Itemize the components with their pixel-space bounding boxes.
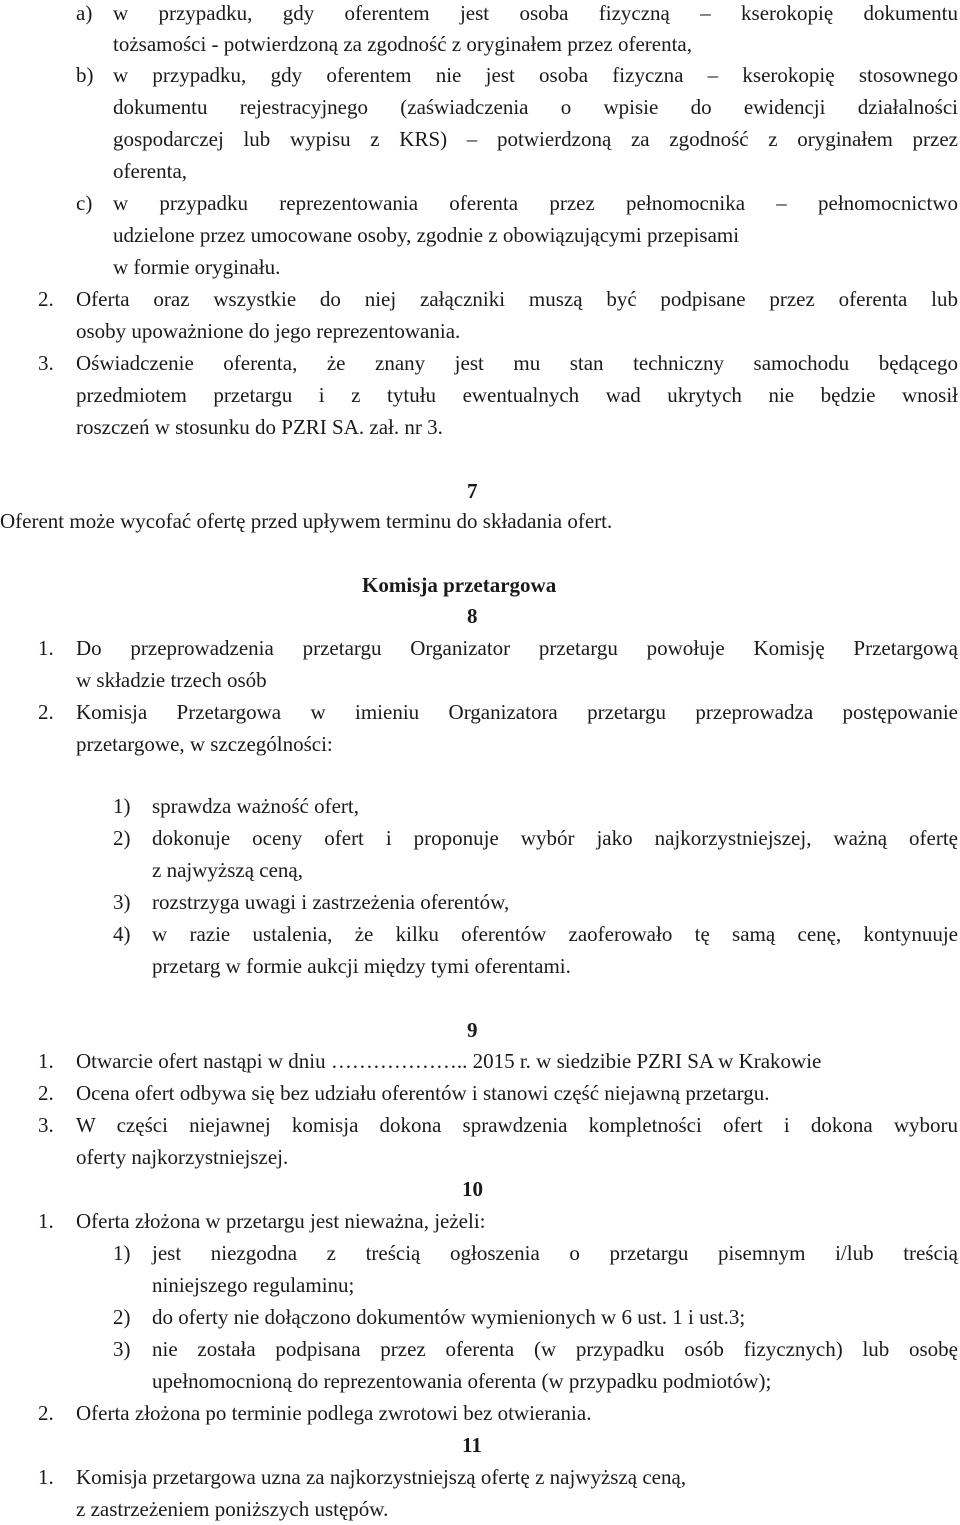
section-11-paragraph-1-number: 1.: [38, 1465, 54, 1489]
section-8-paragraph-1-line-1: [0, 632, 960, 664]
section-11-paragraph-1-line-2: [0, 1493, 960, 1525]
list-item-text: w razie ustalenia, że kilku oferentów zaoferowało tę samą cenę, kontynuuje: [152, 922, 958, 946]
section-10-paragraph-1-number: 1.: [38, 1209, 54, 1233]
section-8-list-item-2-cont: [0, 854, 960, 886]
paragraph-2-line-1: [0, 283, 960, 315]
section-10-paragraph-2-text: Oferta złożona po terminie podlega zwrotowi bez otwierania.: [76, 1401, 592, 1425]
section-11-paragraph-1-line-1: [0, 1461, 960, 1493]
list-item-text: rozstrzyga uwagi i zastrzeżenia oferentów,: [152, 890, 510, 914]
section-11-paragraph-1-text: Komisja przetargowa uzna za najkorzystniejszą ofertę z najwyższą ceną,: [76, 1465, 687, 1489]
list-item-number: 4): [113, 922, 131, 946]
paragraph-3-number: 3.: [38, 351, 54, 375]
section-10-list-item-1: [0, 1237, 960, 1269]
paragraph-2-number: 2.: [38, 287, 54, 311]
item-c-label: c): [76, 191, 93, 215]
section-11-paragraph-1-text-cont: z zastrzeżeniem poniższych ustępów.: [76, 1497, 389, 1521]
list-item-number: 3): [113, 1337, 131, 1361]
list-item-text-cont: przetarg w formie aukcji między tymi oferentami.: [152, 954, 571, 978]
section-8-list-item-2: [0, 822, 960, 854]
item-b-line-4: [0, 155, 960, 187]
section-9-paragraph-2-number: 2.: [38, 1081, 54, 1105]
item-b-line-3: [0, 123, 960, 155]
item-b-text: w przypadku, gdy oferentem nie jest osoba fizyczna – kserokopię stosownego: [113, 63, 958, 87]
paragraph-3-text: Oświadczenie oferenta, że znany jest mu stan techniczny samochodu będącego: [76, 351, 958, 375]
section-8-list-item-3: [0, 886, 960, 918]
section-8-paragraph-2-number: 2.: [38, 700, 54, 724]
paragraph-3-line-1: [0, 347, 960, 379]
section-10-list-item-2: [0, 1301, 960, 1333]
list-item-text: nie została podpisana przez oferenta (w przypadku osób fizycznych) lub osobę: [152, 1337, 958, 1361]
list-item-number: 1): [113, 794, 131, 818]
list-item-text-cont: z najwyższą ceną,: [152, 858, 303, 882]
section-10-list-item-1-cont: [0, 1269, 960, 1301]
list-item-text: do oferty nie dołączono dokumentów wymienionych w 6 ust. 1 i ust.3;: [152, 1305, 746, 1329]
item-a-line-2: [0, 28, 960, 60]
section-8-paragraph-1-line-2: [0, 664, 960, 696]
section-7-text: Oferent może wycofać ofertę przed upływem terminu do składania ofert.: [0, 509, 613, 533]
section-8-paragraph-2-text-cont: przetargowe, w szczególności:: [76, 732, 333, 756]
section-9-paragraph-2-text: Ocena ofert odbywa się bez udziału oferentów i stanowi część niejawną przetargu.: [76, 1081, 770, 1105]
paragraph-2-text: Oferta oraz wszystkie do niej załączniki muszą być podpisane przez oferenta lub: [76, 287, 958, 311]
section-9-heading-line: [0, 1014, 960, 1046]
list-item-number: 3): [113, 890, 131, 914]
item-b-label: b): [76, 63, 94, 87]
item-b-text-cont: gospodarczej lub wypisu z KRS) – potwierdzoną za zgodność z oryginałem przez: [113, 127, 958, 151]
item-a-text: w przypadku, gdy oferentem jest osoba fizyczną – kserokopię dokumentu: [113, 1, 958, 25]
section-9-paragraph-3-line-2: [0, 1141, 960, 1173]
item-c-text-cont: w formie oryginału.: [113, 255, 281, 279]
section-10-paragraph-1-text: Oferta złożona w przetargu jest nieważna, jeżeli:: [76, 1209, 486, 1233]
list-item-number: 2): [113, 1305, 131, 1329]
item-c-text: w przypadku reprezentowania oferenta przez pełnomocnika – pełnomocnictwo: [113, 191, 958, 215]
list-item-text: dokonuje oceny ofert i proponuje wybór jako najkorzystniejszej, ważną ofertę: [152, 826, 958, 850]
section-8-list-item-1: [0, 790, 960, 822]
commission-heading-line: [0, 569, 960, 601]
item-c-line-3: [0, 251, 960, 283]
list-item-text: jest niezgodna z treścią ogłoszenia o przetargu pisemnym i/lub treścią: [152, 1241, 958, 1265]
section-7-heading-line: [0, 475, 960, 507]
section-9-paragraph-1-number: 1.: [38, 1049, 54, 1073]
paragraph-2-line-2: [0, 315, 960, 347]
item-a-line-1: [0, 0, 960, 29]
list-item-number: 1): [113, 1241, 131, 1265]
paragraph-3-text-cont: roszczeń w stosunku do PZRI SA. zał. nr 3.: [76, 415, 443, 439]
section-8-heading-line: [0, 600, 960, 632]
section-9-paragraph-3-text: W części niejawnej komisja dokona sprawdzenia kompletności ofert i dokona wyboru: [76, 1113, 958, 1137]
paragraph-3-line-3: [0, 411, 960, 443]
section-8-paragraph-2-line-2: [0, 728, 960, 760]
section-8-paragraph-1-number: 1.: [38, 636, 54, 660]
list-item-number: 2): [113, 826, 131, 850]
item-b-line-2: [0, 91, 960, 123]
section-9-paragraph-3-number: 3.: [38, 1113, 54, 1137]
section-8-paragraph-2-text: Komisja Przetargowa w imieniu Organizatora przetargu przeprowadza postępowanie: [76, 700, 958, 724]
section-9-paragraph-2: [0, 1077, 960, 1109]
section-7-heading: 7: [467, 479, 478, 503]
section-9-paragraph-1: [0, 1045, 960, 1077]
section-8-heading: 8: [467, 604, 478, 628]
section-8-list-item-4-cont: [0, 950, 960, 982]
section-10-paragraph-2-number: 2.: [38, 1401, 54, 1425]
section-10-paragraph-2: [0, 1397, 960, 1429]
item-a-text-cont: tożsamości - potwierdzoną za zgodność z oryginałem przez oferenta,: [113, 32, 692, 56]
list-item-text-cont: niniejszego regulaminu;: [152, 1273, 355, 1297]
section-10-list-item-3: [0, 1333, 960, 1365]
item-a-label: a): [76, 1, 93, 25]
section-10-paragraph-1: [0, 1205, 960, 1237]
section-9-paragraph-3-line-1: [0, 1109, 960, 1141]
item-b-text-cont: oferenta,: [113, 159, 188, 183]
item-c-text-cont: udzielone przez umocowane osoby, zgodnie z obowiązującymi przepisami: [113, 223, 740, 247]
section-9-heading: 9: [467, 1018, 478, 1042]
section-10-list-item-3-cont: [0, 1365, 960, 1397]
section-11-heading-line: [0, 1429, 960, 1461]
section-8-paragraph-1-text: Do przeprowadzenia przetargu Organizator przetargu powołuje Komisję Przetargową: [76, 636, 958, 660]
section-9-paragraph-3-text-cont: oferty najkorzystniejszej.: [76, 1145, 289, 1169]
item-c-line-1: [0, 187, 960, 219]
section-8-list-item-4: [0, 918, 960, 950]
paragraph-3-text-cont: przedmiotem przetargu i z tytułu ewentualnych wad ukrytych nie będzie wnosił: [76, 383, 958, 407]
commission-heading: Komisja przetargowa: [362, 573, 557, 597]
section-9-paragraph-1-text: Otwarcie ofert nastąpi w dniu ……………….. 2015 r. w siedzibie PZRI SA w Krakowie: [76, 1049, 822, 1073]
section-8-paragraph-1-text-cont: w składzie trzech osób: [76, 668, 267, 692]
list-item-text-cont: upełnomocnioną do reprezentowania oferenta (w przypadku podmiotów);: [152, 1369, 772, 1393]
section-7-text-line: [0, 505, 960, 537]
section-11-heading: 11: [462, 1433, 482, 1457]
item-c-line-2: [0, 219, 960, 251]
section-10-heading-line: [0, 1173, 960, 1205]
list-item-text: sprawdza ważność ofert,: [152, 794, 359, 818]
paragraph-3-line-2: [0, 379, 960, 411]
section-10-heading: 10: [462, 1177, 483, 1201]
paragraph-2-text-cont: osoby upoważnione do jego reprezentowania.: [76, 319, 461, 343]
section-8-paragraph-2-line-1: [0, 696, 960, 728]
item-b-line-1: [0, 59, 960, 91]
item-b-text-cont: dokumentu rejestracyjnego (zaświadczenia o wpisie do ewidencji działalności: [113, 95, 958, 119]
